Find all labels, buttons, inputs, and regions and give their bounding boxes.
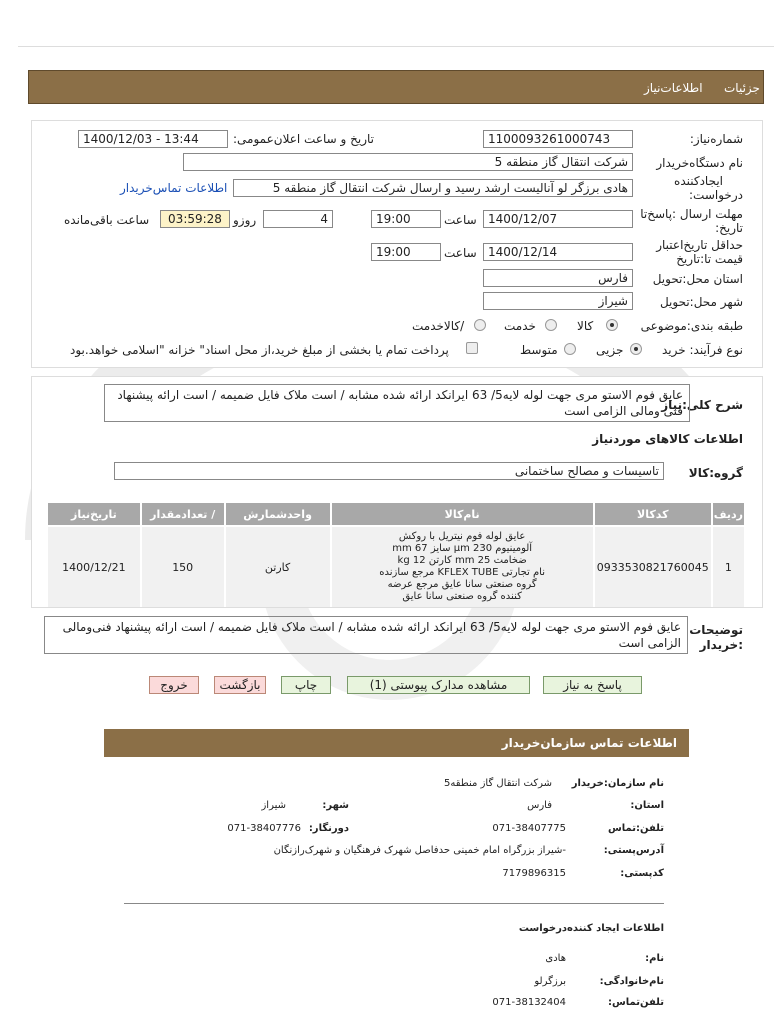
page-header-bar [28,70,764,104]
cell-row-index: 1 [713,527,744,607]
cell-need-date: 1400/12/21 [48,527,140,607]
buyer-contact-link[interactable]: اطلاعات تماس‌خریدار [120,181,228,195]
goods-group-field: تاسیسات و مصالح ساختمانی [114,462,664,480]
col-header-unit: واحدشمارش [226,503,330,525]
contact-org-label: نام سازمان:خریدار [571,778,664,789]
goods-group-label: گروه:کالا [688,466,743,480]
cell-item-code: 0933530821760045 [595,527,711,607]
buyer-notes-box: عایق فوم الاستو مری جهت لوله لایه5/ 63 ایرانکد ارائه شده مشابه / است ملاک فایل ضمیمه / است ارائه پیشنهاد فنی‌ومالی الزامی است [44,616,688,654]
category-goods-service-radio[interactable] [474,319,486,331]
contact-fax-label: دورنگار: [308,823,349,834]
need-number-field: 1100093261000743 [483,130,633,148]
contact-postal-value: 7179896315 [502,868,566,879]
reply-button[interactable]: پاسخ به نیاز [543,676,642,694]
item-name-line: ضخامت 25 mm کارتن 12 kg [397,555,527,566]
back-button[interactable]: بازگشت [214,676,266,694]
days-label: روزو [233,213,257,227]
cell-qty: 150 [142,527,224,607]
remaining-time-badge: 03:59:28 [160,210,230,228]
validity-time-field: 19:00 [371,243,441,261]
contact-header-bar [104,729,689,757]
city-field: شیراز [483,292,633,310]
top-divider [18,46,774,47]
tab-need-info[interactable]: اطلاعات‌نیاز [644,81,703,95]
summary-label: شرح کلی:نیاز [661,398,743,412]
creator-name-value: هادی [545,953,566,964]
exit-button[interactable]: خروج [149,676,199,694]
validity-label-1: حداقل تاریخ‌اعتبار [656,238,743,252]
category-label: طبقه بندی:موضوعی [640,319,743,333]
validity-date-field: 1400/12/14 [483,243,633,261]
deadline-date-field: 1400/12/07 [483,210,633,228]
category-service-radio[interactable] [545,319,557,331]
category-goods-service-label: /کالاخدمت [412,319,465,333]
tab-details[interactable]: جزئیات [724,81,760,95]
contact-fax-value: 071-38407776 [227,823,301,834]
deadline-time-field: 19:00 [371,210,441,228]
deadline-time-label: ساعت [444,213,477,227]
announce-date-label: تاریخ و ساعت اعلان‌عمومی: [232,132,374,146]
contact-title: اطلاعات تماس سازمان‌خریدار [501,736,677,750]
contact-postal-label: کدپستی: [620,868,664,879]
category-goods-radio[interactable] [606,319,618,331]
goods-table [46,501,746,609]
creator-label-1: ایجادکننده [674,174,723,188]
org-label: نام دستگاه‌خریدار [656,156,743,170]
contact-phone-label: تلفن:تماس [607,823,664,834]
item-name-line: عایق لوله فوم نیتریل با روکش [398,531,526,542]
process-type-label: نوع فرآیند: خرید [662,343,743,357]
print-button[interactable]: چاپ [281,676,331,694]
validity-time-label: ساعت [444,246,477,260]
contact-divider [124,903,664,904]
creator-phone-value: 071-38132404 [492,997,566,1008]
summary-text-box: عایق فوم الاستو مری جهت لوله لایه5/ 63 ایرانکد ارائه شده مشابه / است ملاک فایل ضمیمه / است ارائه پیشنهاد فنی ومالی الزامی است [104,384,690,422]
buyer-notes-label-2: :خریدار [699,638,743,652]
creator-label-2: درخواست: [689,188,743,202]
goods-info-title: اطلاعات کالاهای موردنیاز [592,432,743,446]
cell-item-name [332,527,593,607]
province-label: استان محل:تحویل [652,272,743,286]
contact-city-value: شیراز [261,800,286,811]
province-field: فارس [483,269,633,287]
creator-family-label: نام‌خانوادگی: [599,976,664,987]
category-service-label: خدمت [504,319,536,333]
buyer-notes-label-1: توضیحات [689,623,743,637]
org-field: شرکت انتقال گاز منطقه 5 [183,153,633,171]
category-goods-label: کالا [577,319,594,333]
deadline-label-2: تاریخ: [715,221,743,235]
process-medium-radio[interactable] [564,343,576,355]
city-label: شهر محل:تحویل [659,295,743,309]
process-minor-label: جزیی [596,343,624,357]
view-attachments-button[interactable]: مشاهده مدارک پیوستی (1) [347,676,530,694]
need-number-label: شماره‌نیاز: [689,132,743,146]
contact-address-label: آدرس‌پستی: [603,845,664,856]
deadline-label-1: مهلت ارسال :پاسخ‌تا [640,207,743,221]
announce-date-field: 1400/12/03 - 13:44 [78,130,228,148]
contact-province-value: فارس [527,800,552,811]
process-minor-radio[interactable] [630,343,642,355]
creator-phone-label: تلفن‌تماس: [607,997,664,1008]
item-name-line: کننده گروه صنعتی سانا عایق [402,591,522,602]
treasury-payment-checkbox[interactable] [466,342,478,354]
col-header-name: نام‌کالا [332,503,593,525]
creator-name-label: نام: [645,953,664,964]
validity-label-2: قیمت تا:تاریخ [676,252,743,266]
treasury-payment-note: پرداخت تمام یا بخشی از مبلغ خرید،از محل اسناد" خزانه "اسلامی خواهد.بود [70,343,449,357]
creator-info-title: اطلاعات ایجاد کننده‌درخواست [518,923,664,934]
cell-unit: کارتن [226,527,330,607]
table-row [48,527,744,607]
item-name-line: آلومینیوم 230 µm سایز 67 mm [392,543,533,554]
item-name-line: گروه صنعتی سانا عایق مرجع عرضه [387,579,537,590]
contact-org-value: شرکت انتقال گاز منطقه5 [444,778,552,789]
creator-field: هادی برزگر لو آنالیست ارشد رسید و ارسال شرکت انتقال گاز منطقه 5 [233,179,633,197]
contact-city-label: شهر: [322,800,349,811]
process-medium-label: متوسط [520,343,558,357]
contact-phone-value: 071-38407775 [492,823,566,834]
creator-family-value: برزگرلو [534,976,566,987]
col-header-qty: / تعدادمقدار [142,503,224,525]
item-name-line: نام تجارتی KFLEX TUBE مرجع سازنده [379,567,546,578]
col-header-row: ردیف [713,503,744,525]
col-header-code: کدکالا [595,503,711,525]
remaining-label: ساعت باقی‌مانده [64,213,150,227]
days-field: 4 [263,210,333,228]
contact-address-value: -شیراز بزرگراه امام خمینی حدفاصل شهرک فرهنگیان و شهرک‌رازنگان [273,845,566,856]
contact-province-label: استان: [630,800,664,811]
col-header-date: تاریخ‌نیاز [48,503,140,525]
